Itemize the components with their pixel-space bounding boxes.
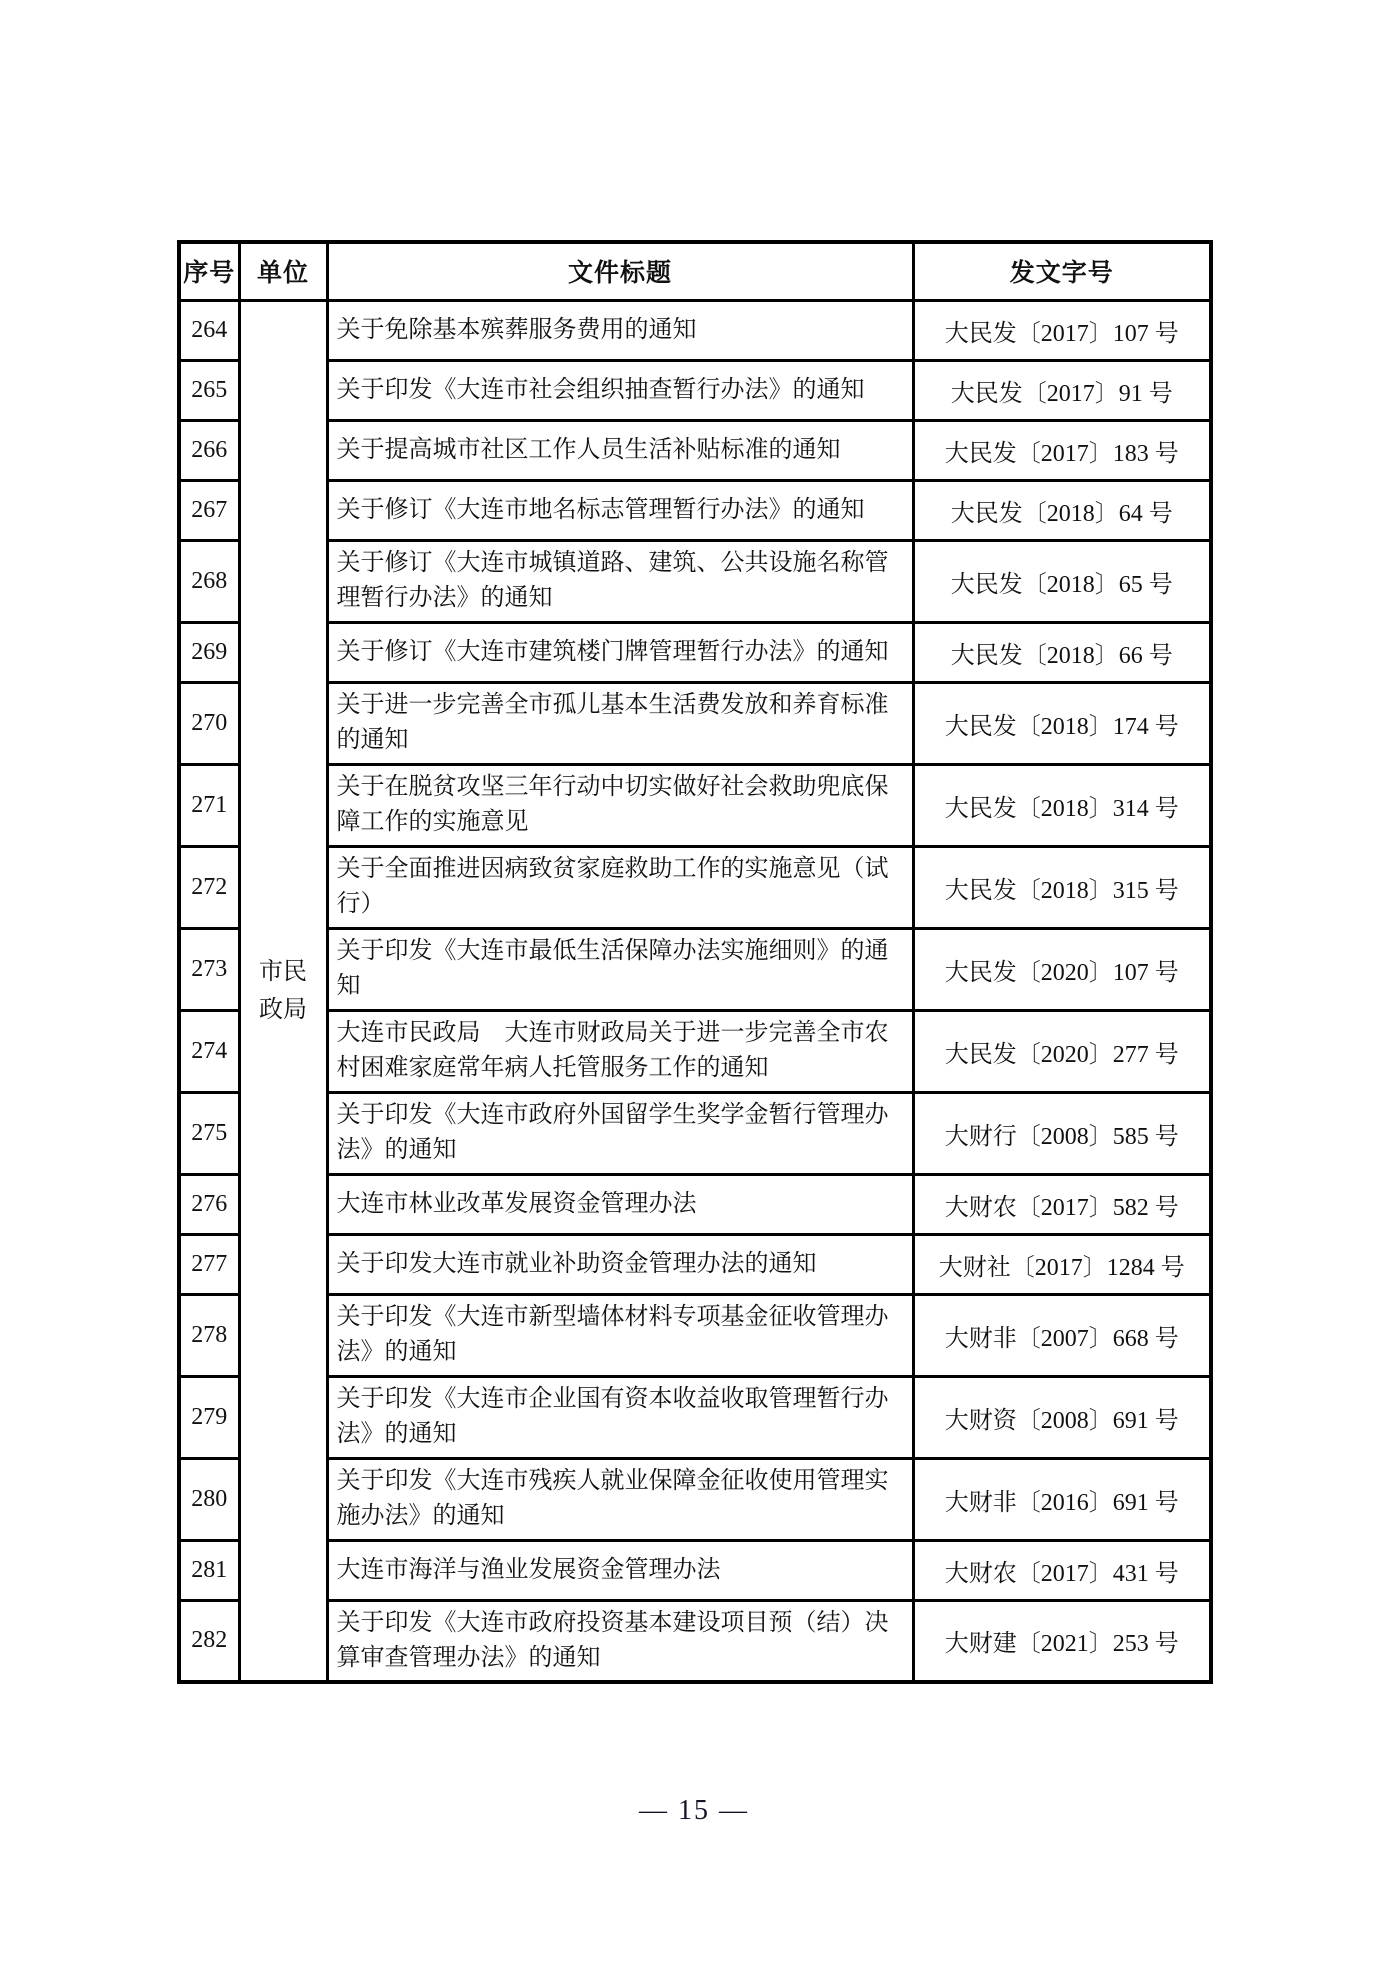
row-docno: 大财资〔2008〕691 号 [913,1376,1211,1458]
row-seq: 266 [179,420,239,480]
row-title: 关于印发《大连市社会组织抽查暂行办法》的通知 [327,360,913,420]
row-docno: 大民发〔2018〕314 号 [913,764,1211,846]
row-title: 关于印发《大连市残疾人就业保障金征收使用管理实施办法》的通知 [327,1458,913,1540]
table-row [179,1294,1211,1376]
row-title: 关于修订《大连市地名标志管理暂行办法》的通知 [327,480,913,540]
row-seq: 269 [179,622,239,682]
col-header-docno: 发文字号 [913,242,1211,300]
col-header-unit: 单位 [239,242,327,300]
table-row [179,1092,1211,1174]
row-docno: 大民发〔2018〕174 号 [913,682,1211,764]
table-body [179,300,1211,1682]
page-number: — 15 — [639,1795,749,1826]
row-seq: 281 [179,1540,239,1600]
table-row [179,1376,1211,1458]
row-docno: 大财非〔2016〕691 号 [913,1458,1211,1540]
row-seq: 282 [179,1600,239,1682]
table-header [179,242,1211,300]
row-title: 关于修订《大连市城镇道路、建筑、公共设施名称管理暂行办法》的通知 [327,540,913,622]
row-seq: 267 [179,480,239,540]
table-row [179,1600,1211,1682]
table-row [179,764,1211,846]
row-title: 关于全面推进因病致贫家庭救助工作的实施意见（试行） [327,846,913,928]
row-title: 关于在脱贫攻坚三年行动中切实做好社会救助兜底保障工作的实施意见 [327,764,913,846]
row-docno: 大财社〔2017〕1284 号 [913,1234,1211,1294]
row-seq: 276 [179,1174,239,1234]
row-docno: 大民发〔2020〕107 号 [913,928,1211,1010]
row-title: 大连市林业改革发展资金管理办法 [327,1174,913,1234]
table-row [179,480,1211,540]
row-title: 关于印发《大连市政府投资基本建设项目预（结）决算审查管理办法》的通知 [327,1600,913,1682]
row-docno: 大财非〔2007〕668 号 [913,1294,1211,1376]
row-docno: 大民发〔2018〕66 号 [913,622,1211,682]
row-title: 关于提高城市社区工作人员生活补贴标准的通知 [327,420,913,480]
row-docno: 大民发〔2020〕277 号 [913,1010,1211,1092]
row-docno: 大财农〔2017〕431 号 [913,1540,1211,1600]
row-docno: 大民发〔2017〕107 号 [913,300,1211,360]
row-title: 大连市海洋与渔业发展资金管理办法 [327,1540,913,1600]
row-title: 关于修订《大连市建筑楼门牌管理暂行办法》的通知 [327,622,913,682]
row-seq: 270 [179,682,239,764]
unit-label-line: 市民 [259,958,307,985]
row-seq: 265 [179,360,239,420]
row-seq: 264 [179,300,239,360]
row-title: 关于免除基本殡葬服务费用的通知 [327,300,913,360]
row-docno: 大财农〔2017〕582 号 [913,1174,1211,1234]
row-docno: 大民发〔2018〕315 号 [913,846,1211,928]
row-seq: 274 [179,1010,239,1092]
row-docno: 大财建〔2021〕253 号 [913,1600,1211,1682]
table-row [179,1234,1211,1294]
row-docno: 大民发〔2018〕64 号 [913,480,1211,540]
unit-cell [239,300,327,1682]
table-row [179,846,1211,928]
table-row [179,540,1211,622]
row-seq: 268 [179,540,239,622]
row-docno: 大民发〔2017〕91 号 [913,360,1211,420]
table-row [179,682,1211,764]
row-title: 关于印发《大连市政府外国留学生奖学金暂行管理办法》的通知 [327,1092,913,1174]
row-seq: 278 [179,1294,239,1376]
row-title: 关于印发《大连市最低生活保障办法实施细则》的通知 [327,928,913,1010]
unit-label-line: 政局 [259,996,307,1023]
table-row [179,420,1211,480]
documents-table [177,240,1213,1684]
table-header-row [179,242,1211,300]
row-seq: 273 [179,928,239,1010]
row-seq: 280 [179,1458,239,1540]
row-title: 大连市民政局 大连市财政局关于进一步完善全市农村困难家庭常年病人托管服务工作的通知 [327,1010,913,1092]
table-row [179,622,1211,682]
row-docno: 大民发〔2018〕65 号 [913,540,1211,622]
table-row [179,1540,1211,1600]
col-header-title: 文件标题 [327,242,913,300]
row-docno: 大民发〔2017〕183 号 [913,420,1211,480]
table-row [179,928,1211,1010]
row-seq: 275 [179,1092,239,1174]
row-title: 关于印发《大连市企业国有资本收益收取管理暂行办法》的通知 [327,1376,913,1458]
row-title: 关于进一步完善全市孤儿基本生活费发放和养育标准的通知 [327,682,913,764]
table-row [179,1458,1211,1540]
row-seq: 271 [179,764,239,846]
row-title: 关于印发大连市就业补助资金管理办法的通知 [327,1234,913,1294]
row-title: 关于印发《大连市新型墙体材料专项基金征收管理办法》的通知 [327,1294,913,1376]
row-seq: 279 [179,1376,239,1458]
table-row [179,1010,1211,1092]
col-header-seq: 序号 [179,242,239,300]
row-docno: 大财行〔2008〕585 号 [913,1092,1211,1174]
table-row [179,360,1211,420]
table-row [179,1174,1211,1234]
row-seq: 277 [179,1234,239,1294]
table-row [179,300,1211,360]
row-seq: 272 [179,846,239,928]
